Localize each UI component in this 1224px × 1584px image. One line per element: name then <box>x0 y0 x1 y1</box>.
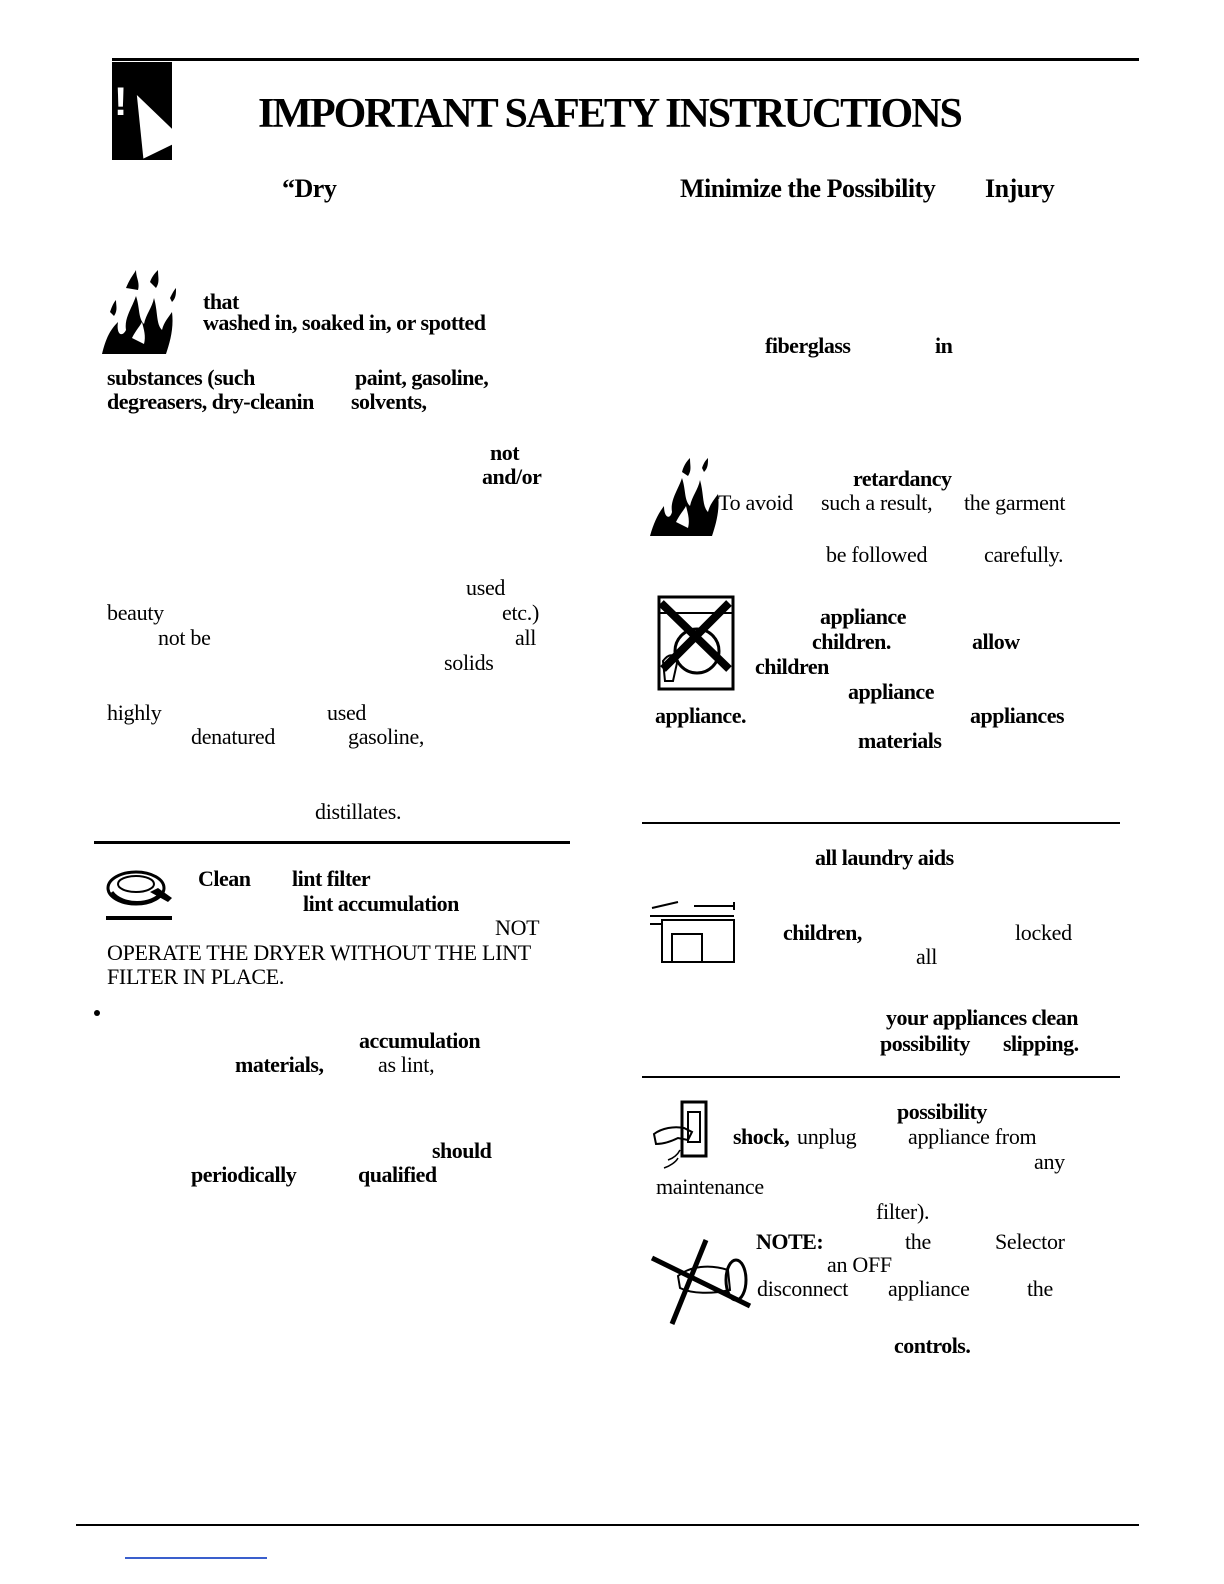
laundry-cabinet-icon <box>648 898 738 964</box>
children-children-1: children. <box>812 629 891 654</box>
children-materials: materials <box>858 728 942 753</box>
retardancy-followed: be followed <box>826 542 928 567</box>
shock-any: any <box>1034 1149 1065 1174</box>
retardancy-result: such a result, <box>821 490 933 515</box>
fire-line-3a: substances (such <box>107 365 255 390</box>
bullet-dot <box>94 1010 100 1016</box>
left-section-heading: “Dry <box>282 174 337 203</box>
top-rule <box>112 58 1139 61</box>
frag-highly: highly <box>107 700 162 725</box>
laundry-aids: all laundry aids <box>815 845 954 870</box>
frag-not: not <box>490 440 520 465</box>
laundry-locked: locked <box>1015 920 1072 945</box>
shock-maintenance: maintenance <box>656 1174 764 1199</box>
shock-note: NOTE: <box>756 1229 824 1254</box>
retardancy-avoid: To avoid <box>718 490 793 515</box>
frag-used-2: used <box>327 700 367 725</box>
frag-beauty: beauty <box>107 600 164 625</box>
right-divider-2 <box>642 1076 1120 1078</box>
fire-line-4a: degreasers, dry-cleanin <box>107 389 314 414</box>
lint-clean: Clean <box>198 866 251 891</box>
frag-andor: and/or <box>482 464 542 489</box>
frag-used-1: used <box>466 575 506 600</box>
right-section-heading-a: Minimize the Possibility <box>680 174 936 203</box>
right-section-heading-b: Injury <box>985 174 1055 203</box>
fire-line-3b: paint, gasoline, <box>355 365 489 390</box>
shock-selector: Selector <box>995 1229 1065 1254</box>
shock-filter: filter). <box>876 1199 930 1224</box>
clean-line-1: your appliances clean <box>886 1005 1079 1030</box>
clean-possibility: possibility <box>880 1031 970 1056</box>
children-appliance-2: appliance <box>848 679 934 704</box>
no-children-appliance-icon <box>653 591 739 693</box>
no-control-knob-icon <box>650 1236 754 1326</box>
lint-filter-label: lint filter <box>292 866 371 891</box>
lint-accumulation: lint accumulation <box>303 891 459 916</box>
warning-triangle-icon: ! <box>112 62 172 160</box>
frag-as-lint: as lint, <box>378 1052 435 1077</box>
retardancy-carefully: carefully. <box>984 542 1064 567</box>
shock-appliance: appliance <box>888 1276 970 1301</box>
page-title: IMPORTANT SAFETY INSTRUCTIONS <box>258 91 961 137</box>
frag-materials: materials, <box>235 1052 324 1077</box>
shock-an-off: an OFF <box>827 1252 892 1277</box>
shock-disconnect: disconnect <box>757 1276 849 1301</box>
fire-line-2: washed in, soaked in, or spotted <box>203 310 486 335</box>
unplug-icon <box>648 1098 714 1174</box>
frag-not-be: not be <box>158 625 211 650</box>
frag-fiberglass: fiberglass <box>765 333 851 358</box>
children-children-2: children <box>755 654 829 679</box>
shock-from: appliance from <box>908 1124 1037 1149</box>
bottom-rule <box>76 1524 1139 1526</box>
lint-filter-line: FILTER IN PLACE. <box>107 964 285 989</box>
children-appliances: appliances <box>970 703 1065 728</box>
children-allow: allow <box>972 629 1020 654</box>
retardancy-garment: the garment <box>964 490 1066 515</box>
clean-slipping: slipping. <box>1003 1031 1079 1056</box>
laundry-children: children, <box>783 920 862 945</box>
frag-periodically: periodically <box>191 1162 297 1187</box>
frag-gasoline: gasoline, <box>348 724 425 749</box>
fire-line-4b: solvents, <box>351 389 427 414</box>
children-appliance-3: appliance. <box>655 703 746 728</box>
frag-should: should <box>432 1138 492 1163</box>
frag-accumulation: accumulation <box>359 1028 481 1053</box>
fire-icon-2 <box>646 456 722 540</box>
frag-etc: etc.) <box>502 600 539 625</box>
left-divider <box>94 841 570 844</box>
bottom-accent-rule <box>125 1557 267 1559</box>
fire-line-1: that <box>203 289 239 314</box>
lint-not: NOT <box>495 915 540 940</box>
shock-word: shock, <box>733 1124 790 1149</box>
fire-icon <box>96 268 180 358</box>
shock-the-2: the <box>1027 1276 1053 1301</box>
right-divider-1 <box>642 822 1120 824</box>
frag-solids: solids <box>444 650 494 675</box>
children-appliance-1: appliance <box>820 604 906 629</box>
frag-qualified: qualified <box>358 1162 437 1187</box>
shock-the-1: the <box>905 1229 931 1254</box>
frag-in: in <box>935 333 953 358</box>
frag-all: all <box>515 625 537 650</box>
lint-operate-line: OPERATE THE DRYER WITHOUT THE LINT <box>107 940 531 965</box>
laundry-all: all <box>916 944 938 969</box>
shock-unplug: unplug <box>797 1124 857 1149</box>
frag-distillates: distillates. <box>315 799 402 824</box>
frag-denatured: denatured <box>191 724 276 749</box>
shock-controls: controls. <box>894 1333 971 1358</box>
lint-filter-icon <box>102 862 176 926</box>
shock-possibility: possibility <box>897 1099 987 1124</box>
retardancy-word: retardancy <box>853 466 952 491</box>
